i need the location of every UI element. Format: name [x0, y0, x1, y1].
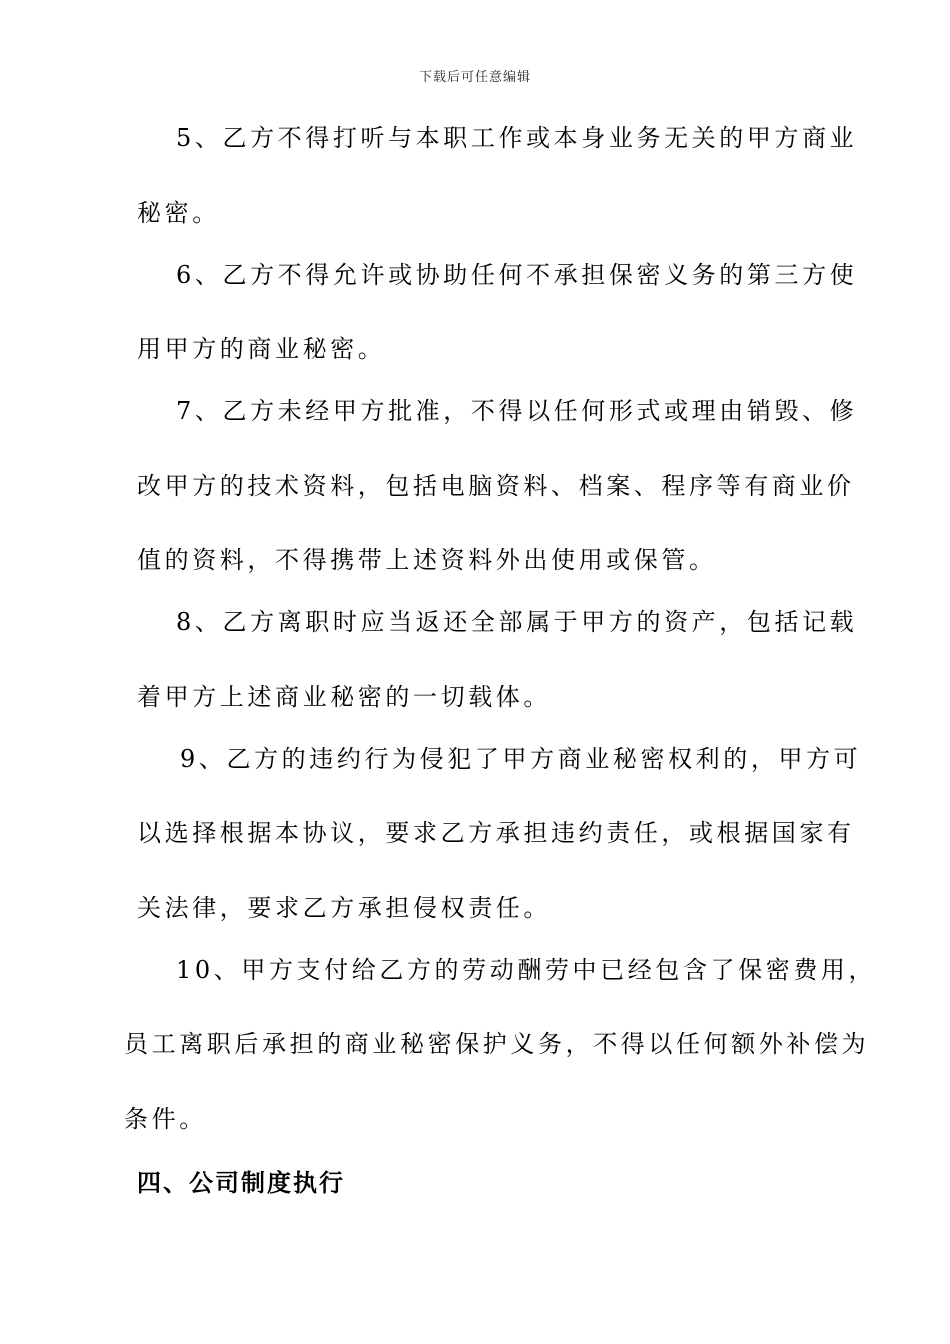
paragraph-10-line-3: 条件。 [124, 1105, 207, 1133]
paragraph-9-line-3: 关法律，要求乙方承担侵权责任。 [137, 894, 551, 922]
paragraph-5-line-2: 秘密。 [137, 199, 220, 227]
paragraph-9-line-1: 9、乙方的违约行为侵犯了甲方商业秘密权利的，甲方可 [180, 745, 862, 773]
section-heading: 四、公司制度执行 [137, 1169, 345, 1197]
paragraph-8-line-1: 8、乙方离职时应当返还全部属于甲方的资产，包括记载 [176, 608, 858, 636]
header-note: 下载后可任意编辑 [418, 70, 531, 85]
paragraph-7-line-3: 值的资料，不得携带上述资料外出使用或保管。 [137, 546, 717, 574]
paragraph-9-line-2: 以选择根据本协议，要求乙方承担违约责任，或根据国家有 [137, 819, 855, 847]
paragraph-6-line-1: 6、乙方不得允许或协助任何不承担保密义务的第三方使 [176, 261, 858, 289]
paragraph-7-line-2: 改甲方的技术资料，包括电脑资料、档案、程序等有商业价 [137, 472, 855, 500]
paragraph-6-line-2: 用甲方的商业秘密。 [137, 335, 386, 363]
paragraph-5-line-1: 5、乙方不得打听与本职工作或本身业务无关的甲方商业 [176, 124, 858, 152]
paragraph-8-line-2: 着甲方上述商业秘密的一切载体。 [137, 683, 551, 711]
paragraph-7-line-1: 7、乙方未经甲方批准，不得以任何形式或理由销毁、修 [176, 397, 858, 425]
paragraph-10-line-1: 10、甲方支付给乙方的劳动酬劳中已经包含了保密费用， [176, 956, 877, 984]
paragraph-10-line-2: 员工离职后承担的商业秘密保护义务，不得以任何额外补偿为 [124, 1030, 870, 1058]
